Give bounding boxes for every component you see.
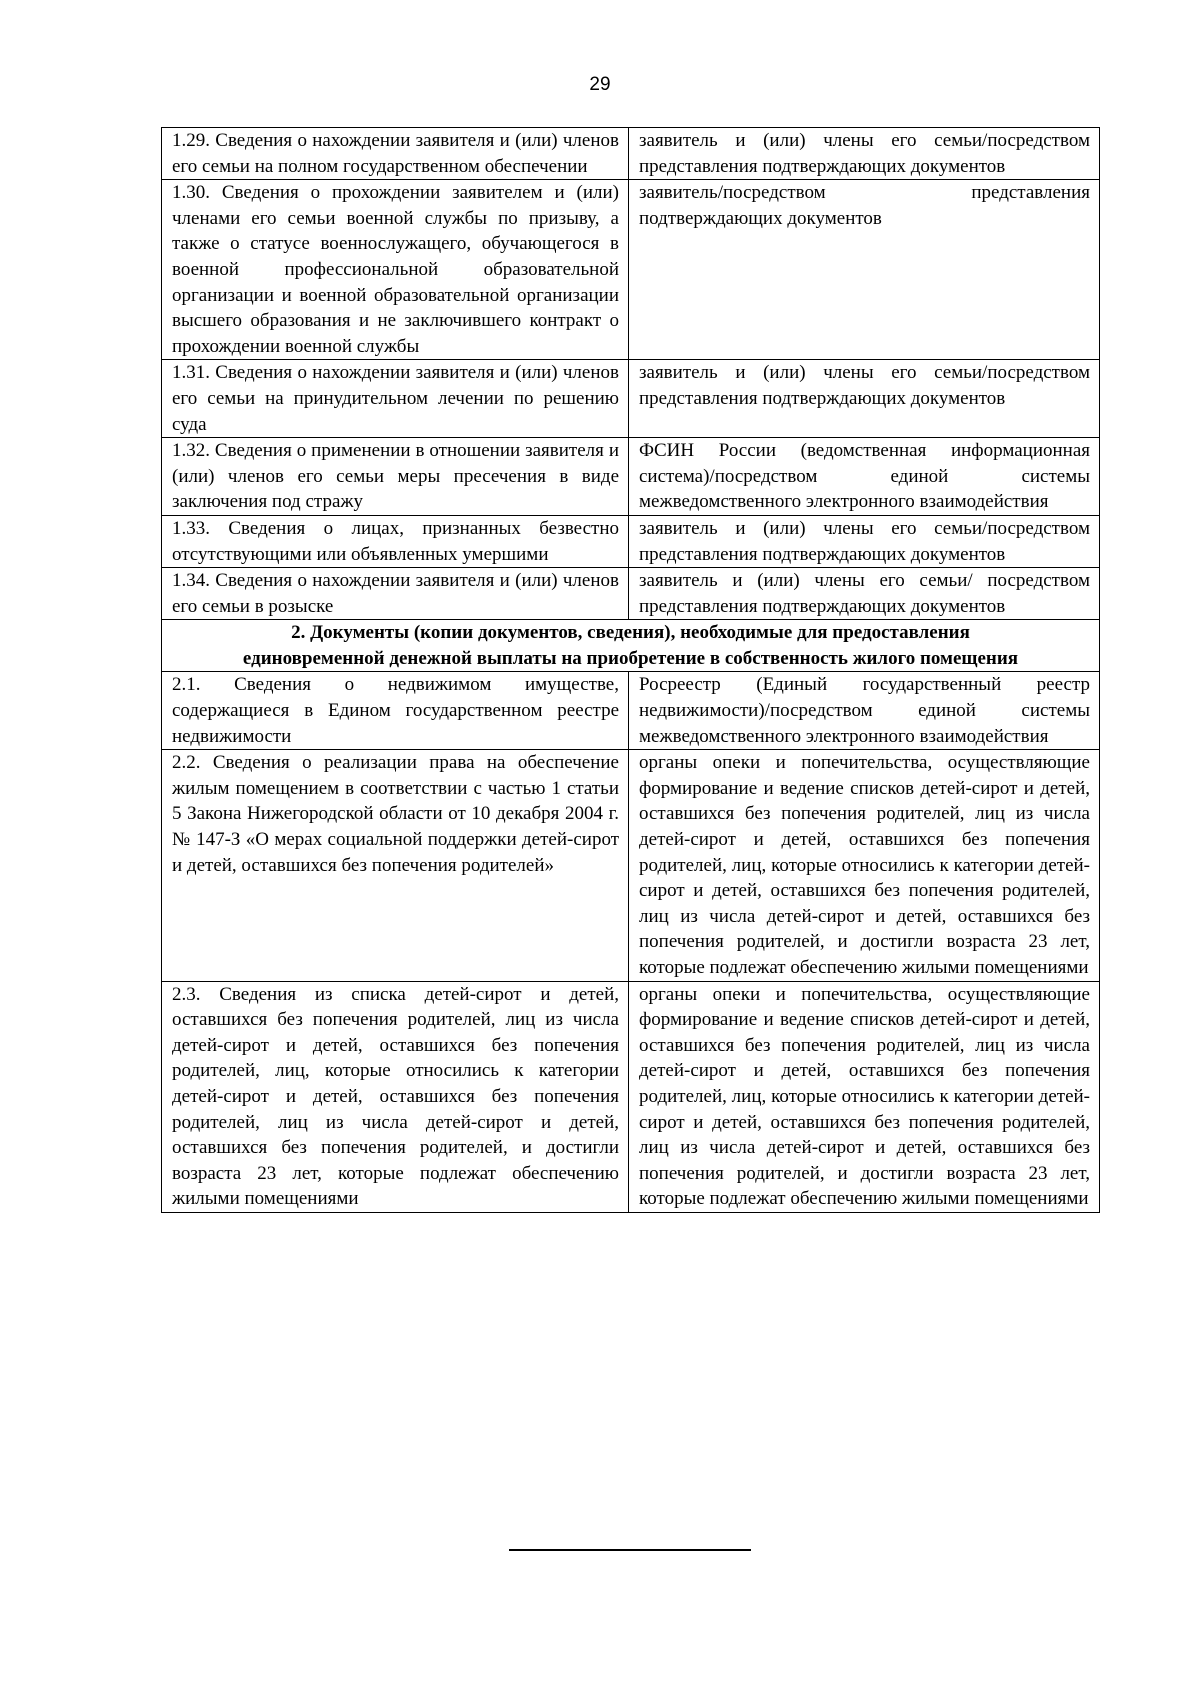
item-description: 1.29. Сведения о нахождении заявителя и (или) членов его семьи на полном государственном обеспечении <box>162 128 629 180</box>
section-2-heading <box>162 620 1100 672</box>
item-source: ФСИН России (ведомственная информационная система)/посредством единой системы межведомственного электронного взаимодействия <box>629 438 1100 516</box>
table-row <box>162 515 1100 567</box>
table-row <box>162 568 1100 620</box>
item-source: заявитель и (или) члены его семьи/посредством представления подтверждающих документов <box>629 360 1100 438</box>
item-description: 1.30. Сведения о прохождении заявителем и (или) членами его семьи военной службы по призыву, а также о статусе военнослужащего, обучающегося в военной профессиональной образовательной организации и военной образовательной организации высшего образования и не заключившего контракт о прохождении военной службы <box>162 180 629 360</box>
item-description: 2.1. Сведения о недвижимом имуществе, содержащиеся в Едином государственном реестре недвижимости <box>162 672 629 750</box>
item-description: 2.2. Сведения о реализации права на обеспечение жилым помещением в соответствии с частью 1 статьи 5 Закона Нижегородской области от 10 декабря 2004 г. № 147-З «О мерах социальной поддержки детей-сирот и детей, оставшихся без попечения родителей» <box>162 750 629 981</box>
table-row <box>162 750 1100 981</box>
closing-rule <box>509 1549 751 1551</box>
documents-table <box>161 127 1100 1213</box>
table-row <box>162 672 1100 750</box>
section-heading-line: единовременной денежной выплаты на приобретение в собственность жилого помещения <box>242 647 1019 669</box>
item-description: 1.31. Сведения о нахождении заявителя и (или) членов его семьи на принудительном лечении по решению суда <box>162 360 629 438</box>
table-row <box>162 360 1100 438</box>
item-source: заявитель и (или) члены его семьи/ посредством представления подтверждающих документов <box>629 568 1100 620</box>
section-heading-row <box>162 620 1100 672</box>
item-source: органы опеки и попечительства, осуществляющие формирование и ведение списков детей-сирот и детей, оставшихся без попечения родителей, лиц из числа детей-сирот и детей, оставшихся без попечения родителей, лиц, которые относились к категории детей-сирот и детей, оставшихся без попечения родителей, лиц из числа детей-сирот и детей, оставшихся без попечения родителей, и достигли возраста 23 лет, которые подлежат обеспечению жилыми помещениями <box>629 750 1100 981</box>
table-row <box>162 438 1100 516</box>
item-source: органы опеки и попечительства, осуществляющие формирование и ведение списков детей-сирот и детей, оставшихся без попечения родителей, лиц из числа детей-сирот и детей, оставшихся без попечения родителей, лиц, которые относились к категории детей-сирот и детей, оставшихся без попечения родителей, лиц из числа детей-сирот и детей, оставшихся без попечения родителей, и достигли возраста 23 лет, которые подлежат обеспечению жилыми помещениями <box>629 981 1100 1212</box>
item-source: заявитель/посредством представления подтверждающих документов <box>629 180 1100 360</box>
section-heading-line: 2. Документы (копии документов, сведения), необходимые для предоставления <box>291 622 970 644</box>
item-description: 1.33. Сведения о лицах, признанных безвестно отсутствующими или объявленных умершими <box>162 515 629 567</box>
item-source: заявитель и (или) члены его семьи/посредством представления подтверждающих документов <box>629 128 1100 180</box>
table-row <box>162 180 1100 360</box>
table-row <box>162 981 1100 1212</box>
page-number: 29 <box>589 74 611 95</box>
table-row <box>162 128 1100 180</box>
item-description: 2.3. Сведения из списка детей-сирот и детей, оставшихся без попечения родителей, лиц из числа детей-сирот и детей, оставшихся без попечения родителей, лиц, которые относились к категории детей-сирот и детей, оставшихся без попечения родителей, лиц из числа детей-сирот и детей, оставшихся без попечения родителей, и достигли возраста 23 лет, которые подлежат обеспечению жилыми помещениями <box>162 981 629 1212</box>
item-source: заявитель и (или) члены его семьи/посредством представления подтверждающих документов <box>629 515 1100 567</box>
item-description: 1.34. Сведения о нахождении заявителя и (или) членов его семьи в розыске <box>162 568 629 620</box>
item-source: Росреестр (Единый государственный реестр недвижимости)/посредством единой системы межведомственного электронного взаимодействия <box>629 672 1100 750</box>
item-description: 1.32. Сведения о применении в отношении заявителя и (или) членов его семьи меры пресечения в виде заключения под стражу <box>162 438 629 516</box>
